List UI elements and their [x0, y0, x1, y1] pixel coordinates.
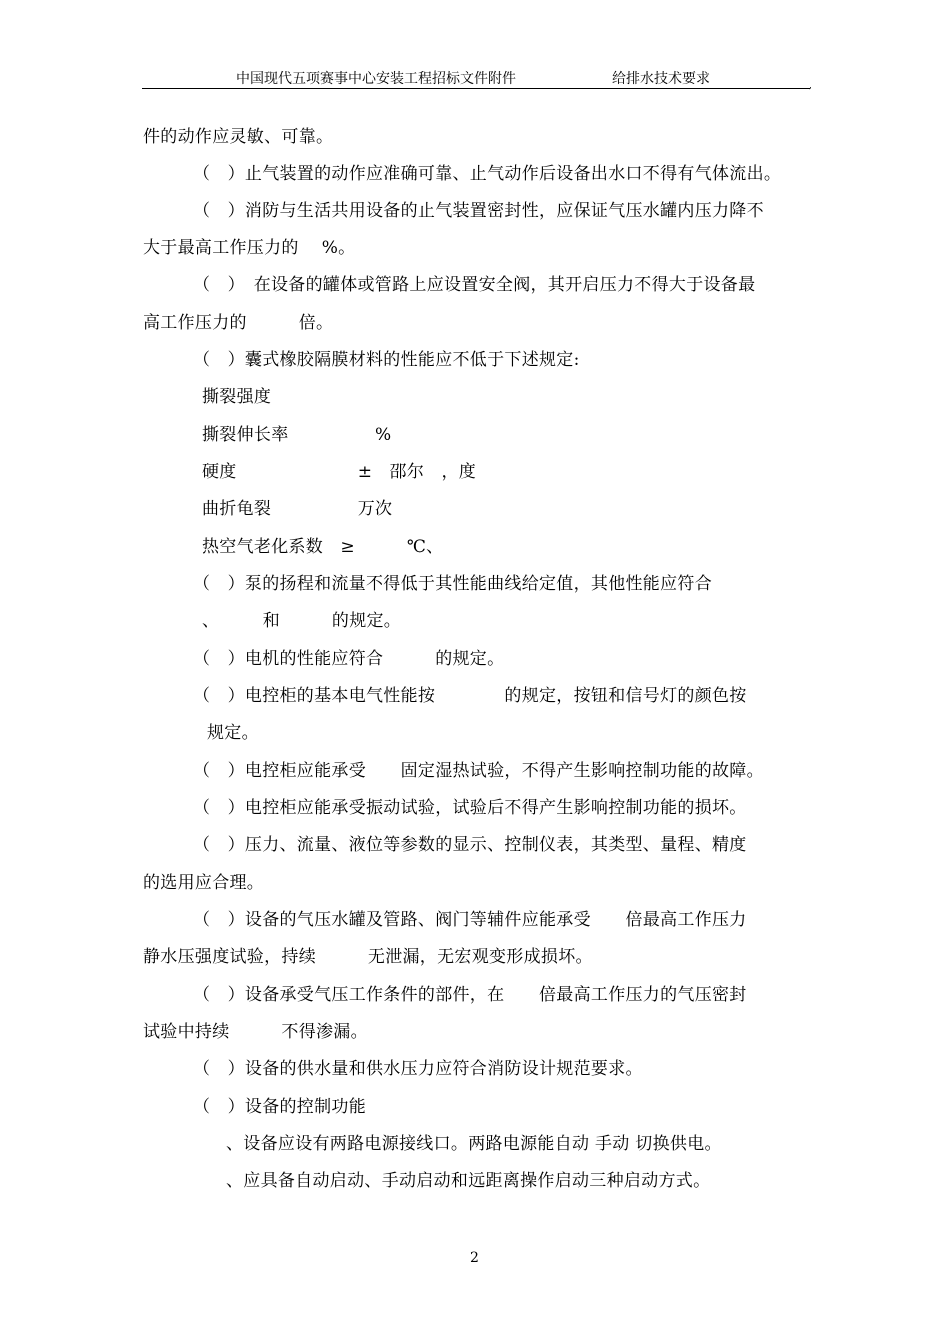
page-number: 2 — [470, 1250, 479, 1266]
header-section: 给排水技术要求 — [612, 71, 710, 87]
text-line: 高工作压力的 倍。 — [143, 313, 334, 333]
text-line: （ ）设备的控制功能 — [193, 1097, 366, 1117]
text-line: 热空气老化系数 ≥ ℃、 — [202, 537, 444, 557]
text-line: （ ）止气装置的动作应准确可靠、止气动作后设备出水口不得有气体流出。 — [193, 164, 782, 184]
text-line: 撕裂伸长率 % — [202, 425, 392, 445]
text-line: （ ）压力、流量、液位等参数的显示、控制仪表，其类型、量程、精度 — [193, 835, 747, 855]
text-line: （ ）泵的扬程和流量不得低于其性能曲线给定值，其他性能应符合 — [193, 574, 712, 594]
text-line: 撕裂强度 — [202, 387, 272, 407]
text-line: 曲折龟裂 万次 — [202, 499, 393, 519]
text-line: （ ）电控柜应能承受 固定湿热试验，不得产生影响控制功能的故障。 — [193, 761, 764, 781]
text-line: （ ） 在设备的罐体或管路上应设置安全阀，其开启压力不得大于设备最 — [193, 275, 756, 295]
text-line: 静水压强度试验，持续 无泄漏，无宏观变形成损坏。 — [143, 947, 593, 967]
header-rule — [142, 88, 810, 89]
text-line: （ ）设备的供水量和供水压力应符合消防设计规范要求。 — [193, 1059, 643, 1079]
text-line: 、应具备自动启动、手动启动和远距离操作启动三种启动方式。 — [226, 1171, 711, 1191]
text-line: 大于最高工作压力的 %。 — [143, 238, 356, 258]
text-line: 件的动作应灵敏、可靠。 — [143, 127, 334, 147]
header-mark: , — [809, 81, 812, 91]
text-line: （ ）设备承受气压工作条件的部件，在 倍最高工作压力的气压密封 — [193, 985, 747, 1005]
text-line: 、 和 的规定。 — [202, 611, 402, 631]
text-line: 硬度 ± 邵尔 ，度 — [202, 462, 477, 482]
text-line: 、设备应设有两路电源接线口。两路电源能自动 手动 切换供电。 — [226, 1134, 722, 1154]
text-line: 规定。 — [207, 723, 259, 743]
text-line: （ ）电机的性能应符合 的规定。 — [193, 649, 505, 669]
text-line: （ ）电控柜应能承受振动试验，试验后不得产生影响控制功能的损坏。 — [193, 798, 747, 818]
text-line: 的选用应合理。 — [143, 873, 265, 893]
header-title: 中国现代五项赛事中心安装工程招标文件附件 — [236, 71, 516, 87]
text-line: （ ）消防与生活共用设备的止气装置密封性，应保证气压水罐内压力降不 — [193, 201, 764, 221]
text-line: （ ）设备的气压水罐及管路、阀门等辅件应能承受 倍最高工作压力 — [193, 910, 747, 930]
text-line: 试验中持续 不得渗漏。 — [143, 1022, 368, 1042]
text-line: （ ）囊式橡胶隔膜材料的性能应不低于下述规定: — [193, 350, 580, 370]
text-line: （ ）电控柜的基本电气性能按 的规定，按钮和信号灯的颜色按 — [193, 686, 747, 706]
